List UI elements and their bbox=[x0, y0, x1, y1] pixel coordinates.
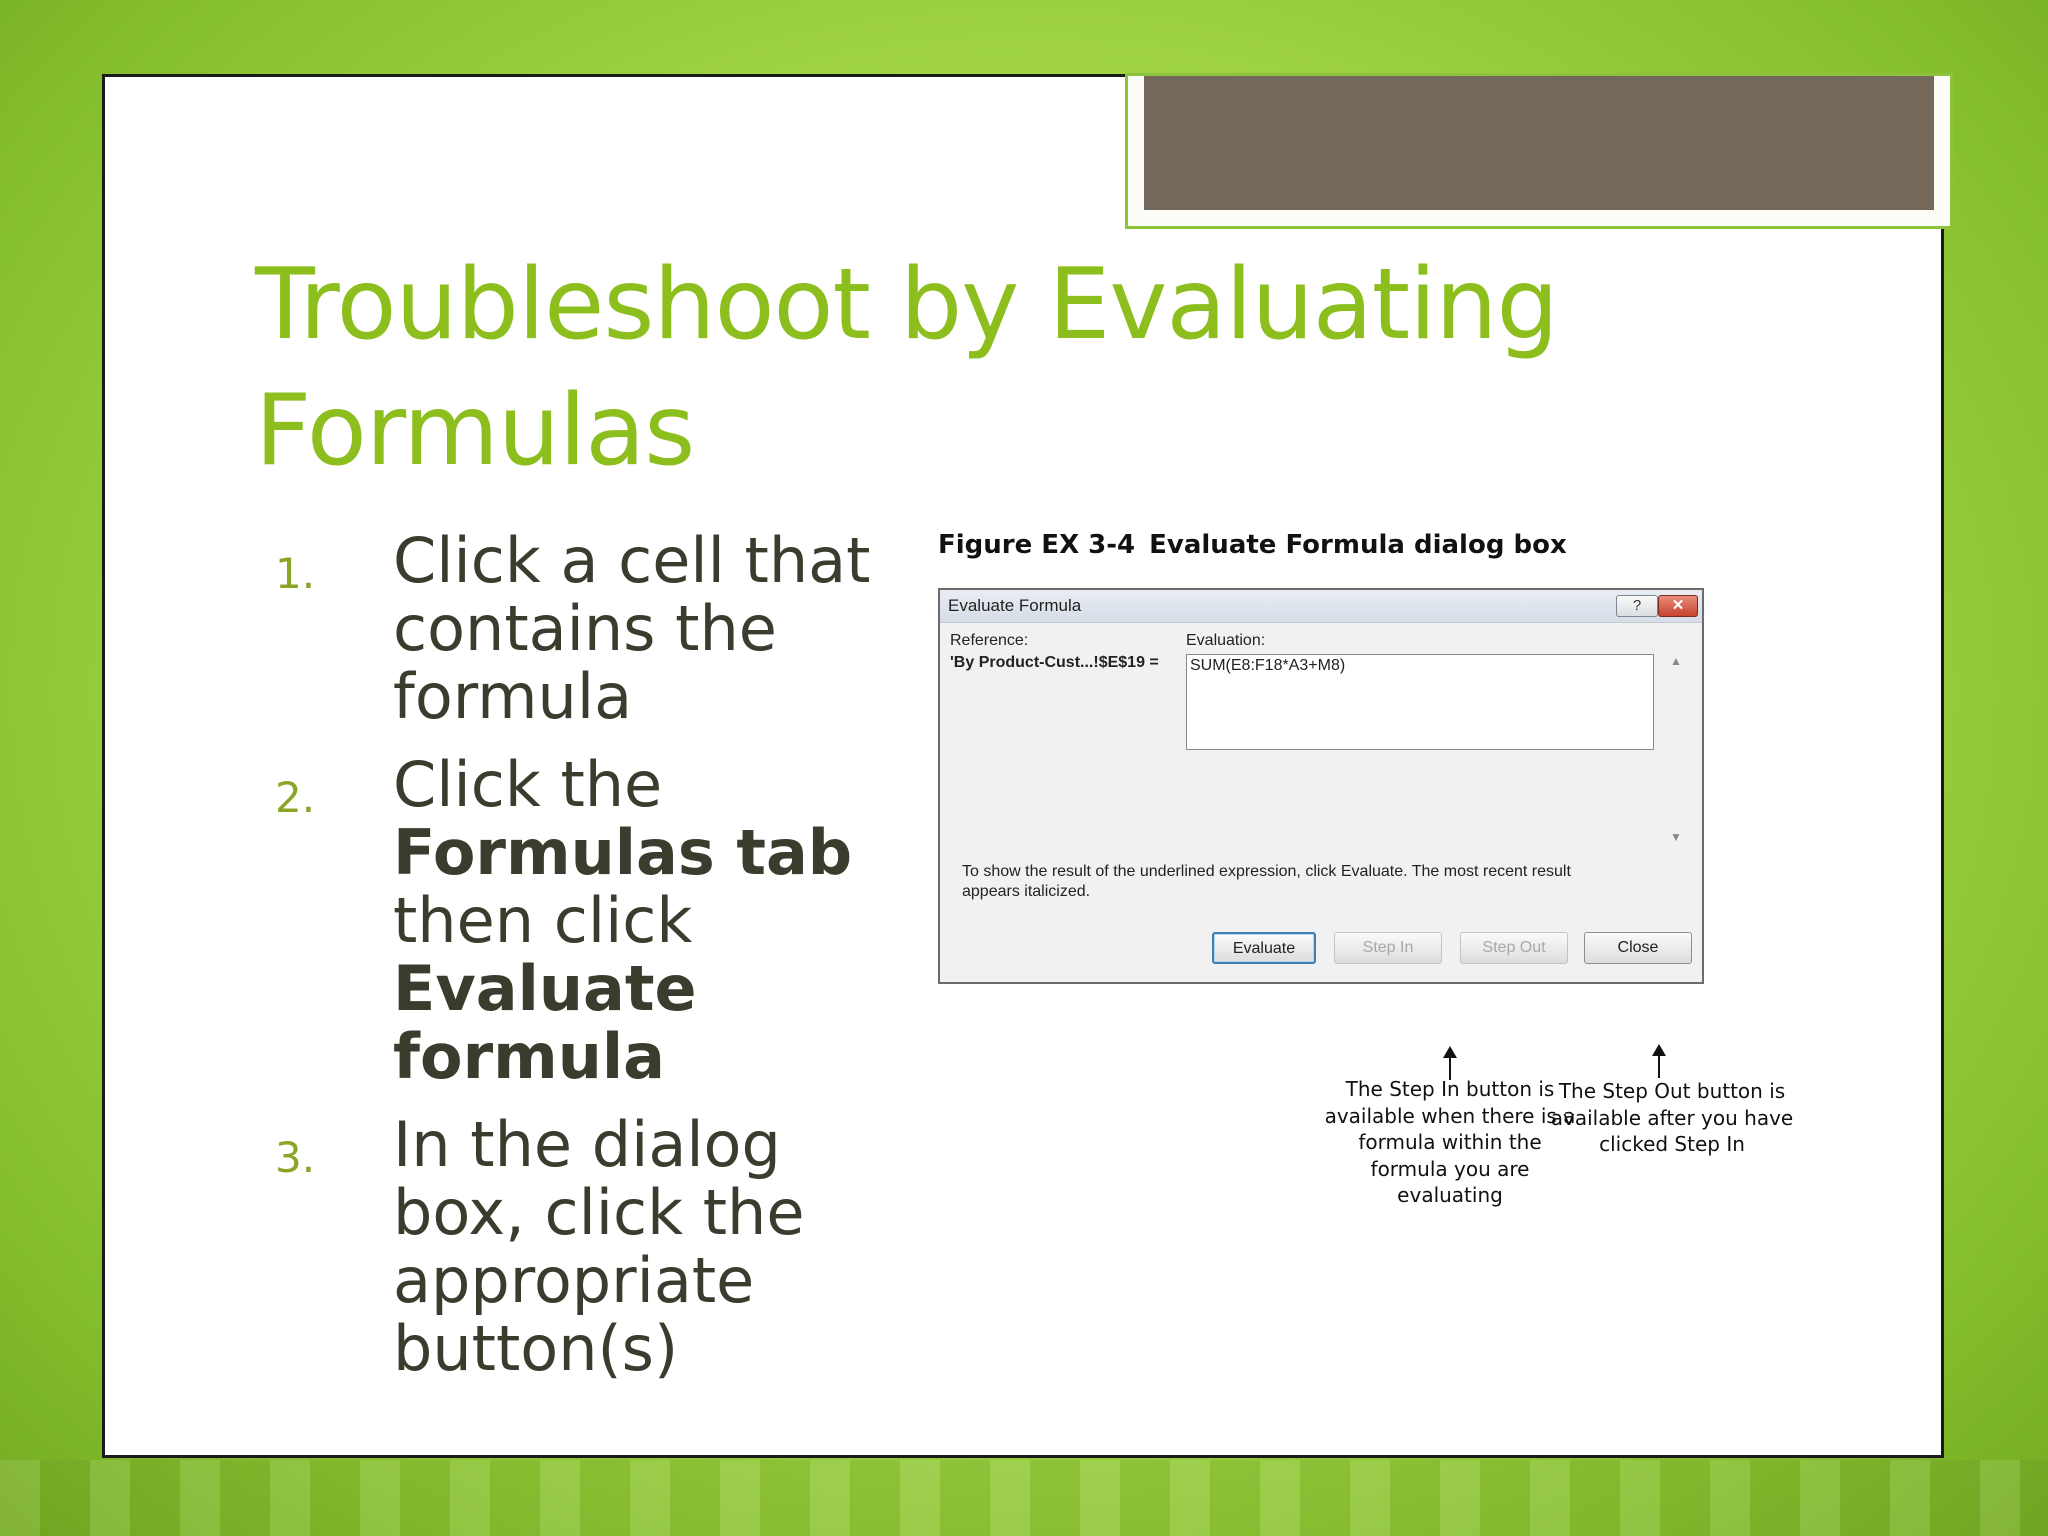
step-in-button[interactable]: Step In bbox=[1334, 932, 1442, 964]
step-number: 3. bbox=[275, 1133, 316, 1182]
steps-list bbox=[275, 524, 895, 1403]
list-item bbox=[275, 524, 895, 733]
step-in-annotation: The Step In button is available when there is a formula within the formula you are evaluating bbox=[1324, 1077, 1576, 1207]
figure-caption bbox=[938, 530, 1567, 560]
evaluation-scrollbar[interactable] bbox=[1666, 652, 1688, 852]
arrow-up-icon bbox=[1658, 1046, 1660, 1078]
step-text-part: then click bbox=[393, 884, 693, 957]
close-icon[interactable]: ✕ bbox=[1658, 595, 1698, 617]
step-text: In the dialog box, click the appropriate button(s) bbox=[393, 1108, 805, 1385]
photo-placeholder-frame bbox=[1125, 73, 1953, 229]
reference-value: 'By Product-Cust...!$E$19 = bbox=[950, 654, 1159, 671]
step-number: 2. bbox=[275, 773, 316, 822]
step-text bbox=[393, 748, 895, 1093]
evaluation-label: Evaluation: bbox=[1186, 632, 1266, 649]
evaluate-button[interactable]: Evaluate bbox=[1212, 932, 1316, 964]
step-out-button[interactable]: Step Out bbox=[1460, 932, 1568, 964]
step-text-part: Click the bbox=[393, 748, 663, 821]
scroll-up-icon[interactable]: ▲ bbox=[1670, 654, 1682, 668]
evaluation-field[interactable]: SUM(E8:F18*A3+M8) bbox=[1186, 654, 1654, 750]
step-text-emphasis: Evaluate formula bbox=[393, 952, 697, 1093]
dialog-title: Evaluate Formula bbox=[948, 596, 1082, 615]
figure-label: Figure EX 3-4 bbox=[938, 530, 1136, 560]
background-stripes bbox=[0, 1460, 2048, 1536]
close-button[interactable]: Close bbox=[1584, 932, 1692, 964]
evaluate-formula-dialog bbox=[938, 588, 1704, 984]
photo-placeholder bbox=[1144, 76, 1934, 210]
reference-label: Reference: bbox=[950, 632, 1029, 649]
step-text: Click a cell that contains the formula bbox=[393, 524, 871, 733]
step-number: 1. bbox=[275, 549, 316, 598]
hint-text: To show the result of the underlined expression, click Evaluate. The most recent result appears italicized. bbox=[962, 863, 1571, 900]
scroll-down-icon[interactable]: ▼ bbox=[1670, 830, 1682, 844]
help-button[interactable]: ? bbox=[1616, 595, 1658, 617]
list-item bbox=[275, 748, 895, 1093]
step-text-emphasis: Formulas tab bbox=[393, 816, 853, 889]
figure-caption-text: Evaluate Formula dialog box bbox=[1149, 530, 1567, 560]
dialog-titlebar[interactable] bbox=[940, 590, 1702, 623]
step-out-annotation: The Step Out button is available after you have clicked Step In bbox=[1550, 1079, 1794, 1156]
slide-title: Troubleshoot by Evaluating Formulas bbox=[255, 248, 1558, 488]
list-item bbox=[275, 1108, 895, 1385]
